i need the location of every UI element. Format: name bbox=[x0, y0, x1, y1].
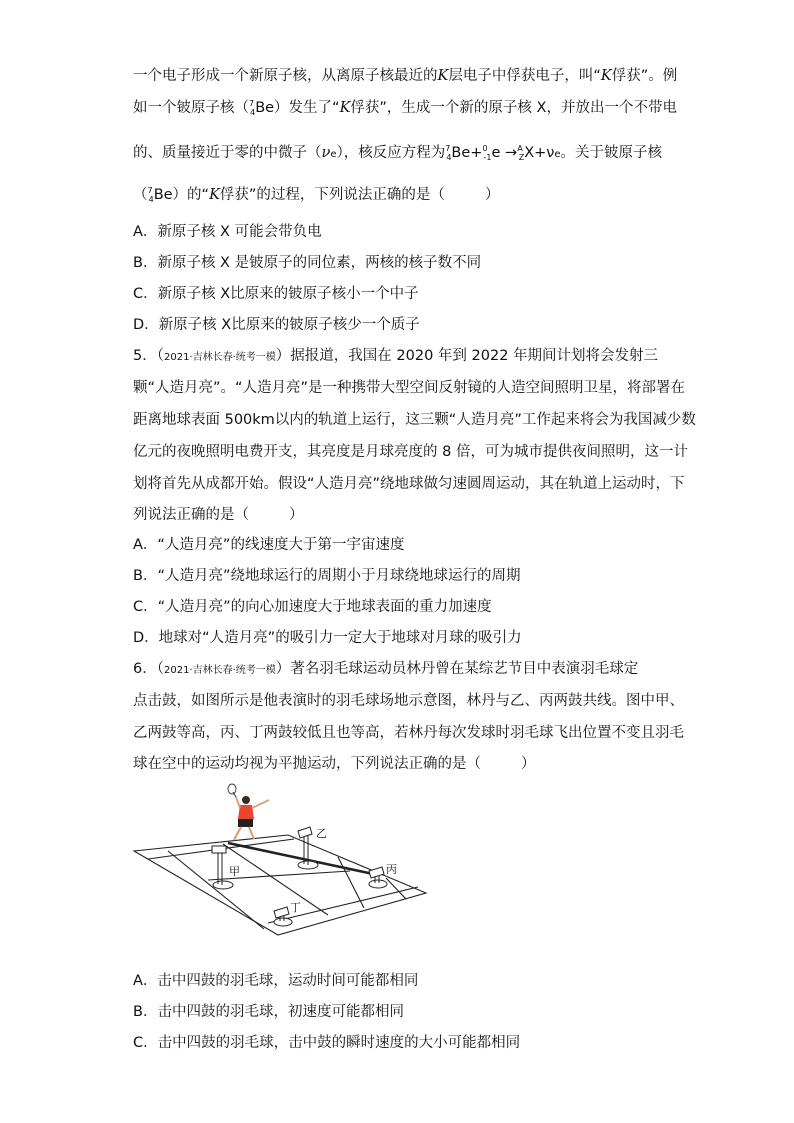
q4-option-a: A．新原子核 X 可能会带负电 bbox=[133, 224, 322, 240]
atomic-number: 4 bbox=[148, 195, 154, 204]
q4-option-d: D．新原子核 X比原来的铍原子核少一个质子 bbox=[133, 317, 420, 333]
text: ）著名羽毛球运动员林丹曾在某综艺节目中表演羽毛球定 bbox=[275, 661, 639, 677]
text: 俘获”的过程，下列说法正确的是（ bbox=[219, 187, 445, 203]
q4-option-b: B．新原子核 X 是铍原子的同位素，两核的核子数不同 bbox=[133, 255, 482, 271]
text: 。关于铍原子核 bbox=[560, 145, 663, 161]
text: ） bbox=[484, 187, 500, 203]
k-symbol: K bbox=[437, 68, 449, 84]
q6-line-2: 点击鼓，如图所示是他表演时的羽毛球场地示意图，林丹与乙、丙两鼓共线。图中甲、 bbox=[133, 693, 684, 709]
q5-line-5: 划将首先从成都开始。假设“人造月亮”绕地球做匀速圆周运动，其在轨道上运动时，下 bbox=[133, 476, 685, 492]
charge-number: -1 bbox=[483, 153, 492, 162]
text: 俘获”。例 bbox=[611, 68, 678, 84]
court-net bbox=[228, 843, 378, 875]
text: 俘获”，生成一个新的原子核 X，并放出一个不带电 bbox=[350, 100, 677, 116]
text: 的、质量接近于零的中微子（ bbox=[133, 145, 322, 161]
atomic-number: Z bbox=[518, 153, 525, 162]
q6-option-a: A．击中四鼓的羽毛球，运动时间可能都相同 bbox=[133, 973, 419, 989]
q6-line-3: 乙两鼓等高，丙、丁两鼓较低且也等高，若林丹每次发球时羽毛球飞出位置不变且羽毛 bbox=[133, 725, 684, 741]
text: ） bbox=[289, 507, 304, 523]
drum-yi bbox=[298, 827, 318, 869]
mass-number: A bbox=[517, 144, 523, 153]
text: 如一个铍原子核（ bbox=[133, 100, 249, 116]
q6-line-4 bbox=[133, 754, 536, 774]
mass-number: 0 bbox=[482, 144, 488, 153]
atomic-number: 4 bbox=[446, 153, 452, 162]
text: 球在空中的运动均视为平抛运动，下列说法正确的是（ bbox=[133, 756, 481, 772]
question-number: 5．（ bbox=[133, 348, 164, 364]
subscript: e bbox=[330, 149, 337, 160]
text: ），核反应方程为 bbox=[336, 145, 446, 161]
text: Be）的“ bbox=[153, 187, 210, 203]
drum-bing bbox=[369, 867, 387, 888]
k-symbol: K bbox=[600, 68, 612, 84]
q4-line-2 bbox=[133, 98, 677, 120]
court-line bbox=[386, 878, 406, 899]
atomic-number: 4 bbox=[250, 108, 256, 117]
question-number: 6．（ bbox=[133, 661, 164, 677]
drum-label-bing: 丙 bbox=[386, 863, 397, 876]
drum-label-yi: 乙 bbox=[316, 827, 327, 840]
k-symbol: K bbox=[339, 100, 351, 116]
equation-part: e → bbox=[491, 145, 518, 161]
question-source: 2021·吉林长春·统考一模 bbox=[163, 665, 276, 676]
player-figure bbox=[228, 784, 269, 840]
q4-line-3 bbox=[133, 143, 662, 165]
court-line bbox=[168, 851, 264, 929]
drum-label-ding: 丁 bbox=[290, 901, 301, 914]
q6-option-c: C．击中四鼓的羽毛球，击中鼓的瞬时速度的大小可能都相同 bbox=[133, 1035, 521, 1051]
equation-part: X+ν bbox=[524, 145, 555, 161]
equation-part: Be+ bbox=[451, 145, 483, 161]
court-line bbox=[338, 857, 364, 908]
q5-option-d: D．地球对“人造月亮”的吸引力一定大于地球对月球的吸引力 bbox=[133, 630, 522, 646]
court-line bbox=[223, 844, 328, 915]
text: Be）发生了“ bbox=[255, 100, 340, 116]
text: ） bbox=[521, 756, 536, 772]
text: 一个电子形成一个新原子核，从离原子核最近的 bbox=[133, 68, 438, 84]
question-source: 2021·吉林长春·统考一模 bbox=[163, 352, 276, 363]
k-symbol: K bbox=[209, 187, 220, 203]
q5-option-c: C．“人造月亮”的向心加速度大于地球表面的重力加速度 bbox=[133, 599, 492, 615]
text: （ bbox=[133, 187, 148, 203]
q4-option-c: C．新原子核 X比原来的铍原子核小一个中子 bbox=[133, 286, 419, 302]
drum-label-jia: 甲 bbox=[229, 865, 240, 878]
q4-line-4 bbox=[133, 185, 499, 207]
text: ）据报道，我国在 2020 年到 2022 年期间计划将会发射三 bbox=[275, 348, 659, 364]
q5-line-3: 距离地球表面 500km以内的轨道上运行，这三颗“人造月亮”工作起来将会为我国减少数 bbox=[133, 412, 696, 428]
mass-number: 7 bbox=[249, 99, 255, 108]
q6-option-b: B．击中四鼓的羽毛球，初速度可能都相同 bbox=[133, 1004, 404, 1020]
q5-line-6 bbox=[133, 505, 304, 525]
q4-line-1 bbox=[133, 66, 677, 86]
text: 层电子中俘获电子，叫“ bbox=[448, 68, 601, 84]
text: 列说法正确的是（ bbox=[133, 507, 249, 523]
mass-number: 7 bbox=[445, 144, 451, 153]
badminton-court-figure bbox=[128, 783, 433, 943]
subscript: e bbox=[554, 149, 561, 160]
neutrino-symbol: ν bbox=[321, 145, 331, 161]
q5-option-b: B．“人造月亮”绕地球运行的周期小于月球绕地球运行的周期 bbox=[133, 568, 521, 584]
q5-option-a: A．“人造月亮”的线速度大于第一宇宙速度 bbox=[133, 537, 405, 553]
q6-line-1 bbox=[133, 659, 638, 681]
q5-line-1 bbox=[133, 346, 658, 368]
q5-line-4: 亿元的夜晚照明电费开支，其亮度是月球亮度的 8 倍，可为城市提供夜间照明，这一计 bbox=[133, 444, 688, 460]
q5-line-2: 颗“人造月亮”。“人造月亮”是一种携带大型空间反射镜的人造空间照明卫星，将部署在 bbox=[133, 380, 686, 396]
mass-number: 7 bbox=[147, 186, 153, 195]
